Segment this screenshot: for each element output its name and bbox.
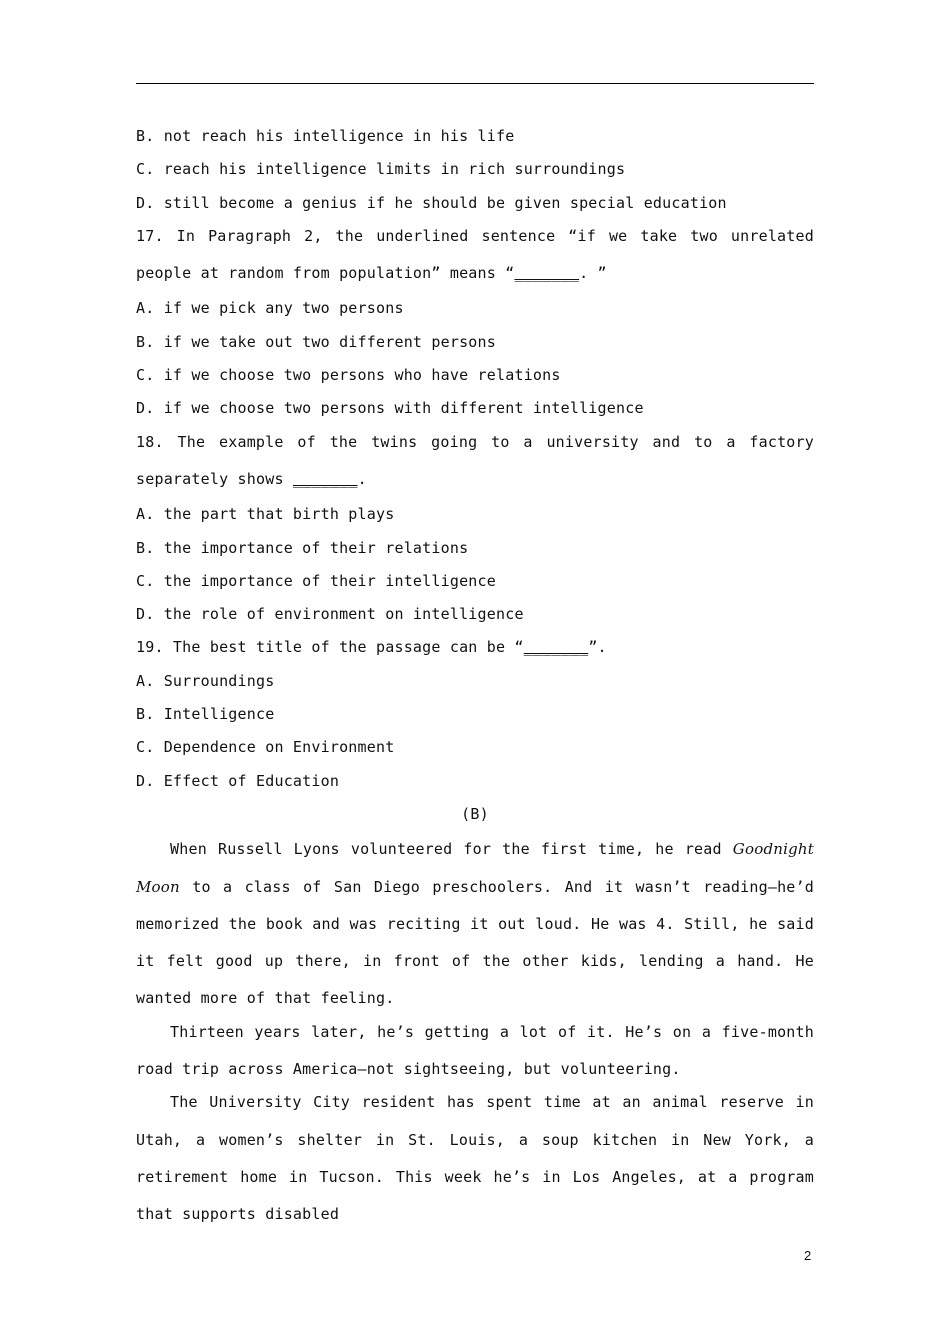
q19-option-b: B. Intelligence bbox=[136, 705, 275, 724]
book-title: Goodnight Moon bbox=[136, 840, 814, 896]
passage-b-paragraph-1: When Russell Lyons volunteered for the first time, he read Goodnight Moon to a class of San Diego preschoolers. And it wasn’t reading—he’d memorized the book and was reciting it out loud. He was 4. Still, he said it felt good up there, in front of the other kids, lending a hand. He wanted more of that feeling. bbox=[136, 840, 814, 1008]
header-rule bbox=[136, 83, 814, 84]
q16-option-b: B. not reach his intelligence in his life bbox=[136, 127, 515, 145]
q16-option-d: D. still become a genius if he should be given special education bbox=[136, 193, 727, 212]
q18-stem: 18. The example of the twins going to a university and to a factory separately shows _______. bbox=[136, 432, 814, 488]
q19-blank: _______ bbox=[523, 638, 589, 657]
page-number: 2 bbox=[804, 1248, 812, 1263]
q18-option-c: C. the importance of their intelligence bbox=[136, 571, 496, 590]
q17-blank: _______ bbox=[514, 264, 580, 283]
q19-option-d: D. Effect of Education bbox=[136, 771, 340, 790]
q17-option-c: C. if we choose two persons who have relations bbox=[136, 366, 561, 385]
q16-option-c: C. reach his intelligence limits in rich surroundings bbox=[136, 160, 626, 179]
section-b-heading: (B) bbox=[461, 804, 489, 823]
q17-option-a: A. if we pick any two persons bbox=[136, 299, 404, 318]
q17-stem: 17. In Paragraph 2, the underlined sentence “if we take two unrelated people at random from population” means “_______. ” bbox=[136, 226, 814, 283]
q18-option-a: A. the part that birth plays bbox=[136, 505, 395, 524]
page-content bbox=[136, 120, 814, 1230]
q19-option-a: A. Surroundings bbox=[136, 671, 275, 690]
q19-stem: 19. The best title of the passage can be “_______”. bbox=[136, 638, 607, 657]
q18-blank: _______ bbox=[292, 469, 358, 488]
q17-option-b: B. if we take out two different persons bbox=[136, 332, 496, 351]
q18-option-d: D. the role of environment on intelligence bbox=[136, 605, 524, 624]
q19-option-c: C. Dependence on Environment bbox=[136, 738, 395, 757]
q18-option-b: B. the importance of their relations bbox=[136, 538, 469, 557]
passage-b-paragraph-2: Thirteen years later, he’s getting a lot of it. He’s on a five-month road trip across America—not sightseeing, but volunteering. bbox=[136, 1022, 814, 1079]
q17-option-d: D. if we choose two persons with different intelligence bbox=[136, 399, 644, 418]
passage-b-paragraph-3: The University City resident has spent time at an animal reserve in Utah, a women’s shelter in St. Louis, a soup kitchen in New York, a retirement home in Tucson. This week he’s in Los Angeles, at a program that supports disabled bbox=[136, 1093, 814, 1224]
